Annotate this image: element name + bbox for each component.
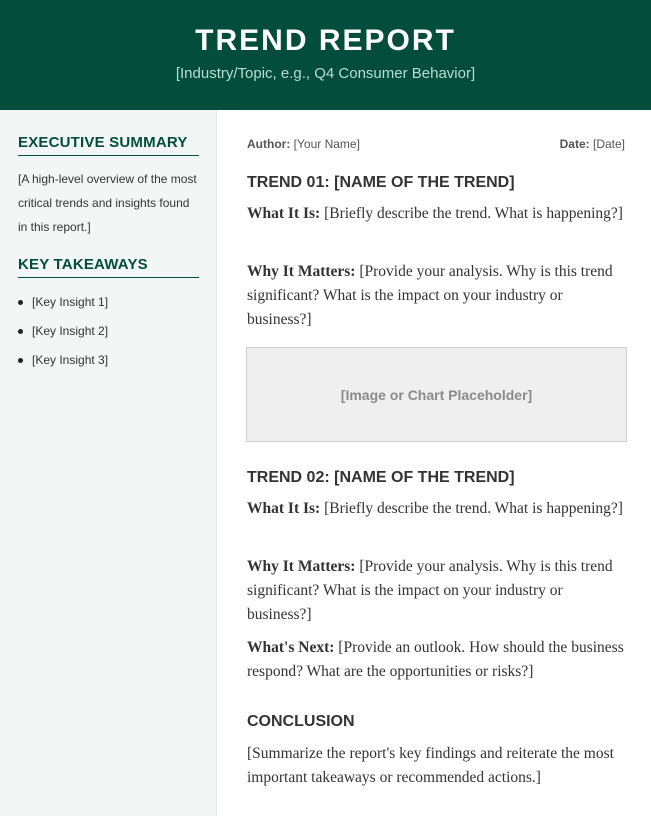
conclusion-text: [Summarize the report's key findings and reiterate the most important takeaways or recommended actions.] bbox=[247, 745, 614, 786]
list-item bbox=[18, 346, 200, 375]
image-placeholder bbox=[246, 347, 627, 442]
date-label: Date: bbox=[559, 137, 590, 151]
conclusion-heading: CONCLUSION bbox=[247, 713, 355, 730]
key-takeaways-list bbox=[18, 288, 200, 375]
takeaway-text: [Key Insight 1] bbox=[32, 295, 109, 309]
report-subtitle: [Industry/Topic, e.g., Q4 Consumer Behavior] bbox=[175, 65, 476, 82]
next-label: What's Next: bbox=[247, 639, 335, 656]
trend-1-heading: TREND 01: [NAME OF THE TREND] bbox=[247, 174, 515, 191]
sidebar bbox=[0, 110, 217, 816]
trend-2-what bbox=[247, 497, 627, 521]
why-text: [Provide your analysis. Why is this trend significant? What is the impact on your industry or business?] bbox=[247, 263, 613, 328]
next-text: [Provide an outlook. How should the business respond? What are the opportunities or risks?] bbox=[247, 639, 624, 680]
bullet-icon bbox=[18, 300, 23, 305]
why-text: [Provide your analysis. Why is this trend significant? What is the impact on your industry or business?] bbox=[247, 558, 613, 623]
bullet-icon bbox=[18, 358, 23, 363]
list-item bbox=[18, 317, 200, 346]
what-label: What It Is: bbox=[247, 205, 321, 222]
trend-2-why bbox=[247, 555, 627, 627]
key-takeaways-heading: KEY TAKEAWAYS bbox=[18, 255, 199, 278]
executive-summary-heading: EXECUTIVE SUMMARY bbox=[18, 133, 199, 156]
author-value: [Your Name] bbox=[293, 137, 360, 151]
main-content bbox=[218, 110, 651, 816]
what-text: [Briefly describe the trend. What is happening?] bbox=[324, 205, 623, 222]
takeaway-text: [Key Insight 2] bbox=[32, 324, 109, 338]
date-line bbox=[560, 136, 625, 152]
trend-2-heading: TREND 02: [NAME OF THE TREND] bbox=[247, 469, 515, 486]
report-header bbox=[0, 0, 651, 110]
list-item bbox=[18, 288, 200, 317]
why-label: Why It Matters: bbox=[247, 263, 356, 280]
placeholder-label: [Image or Chart Placeholder] bbox=[340, 386, 533, 403]
author-label: Author: bbox=[247, 137, 291, 151]
report-title: TREND REPORT bbox=[195, 24, 456, 57]
what-text: [Briefly describe the trend. What is happening?] bbox=[324, 500, 623, 517]
trend-1-why bbox=[247, 260, 627, 332]
trend-2-next bbox=[247, 636, 627, 684]
what-label: What It Is: bbox=[247, 500, 321, 517]
takeaway-text: [Key Insight 3] bbox=[32, 353, 109, 367]
date-value: [Date] bbox=[592, 137, 625, 151]
trend-1-what bbox=[247, 202, 627, 226]
author-line bbox=[247, 136, 360, 152]
why-label: Why It Matters: bbox=[247, 558, 356, 575]
bullet-icon bbox=[18, 329, 23, 334]
executive-summary-text: [A high-level overview of the most critical trends and insights found in this report.] bbox=[18, 172, 197, 234]
